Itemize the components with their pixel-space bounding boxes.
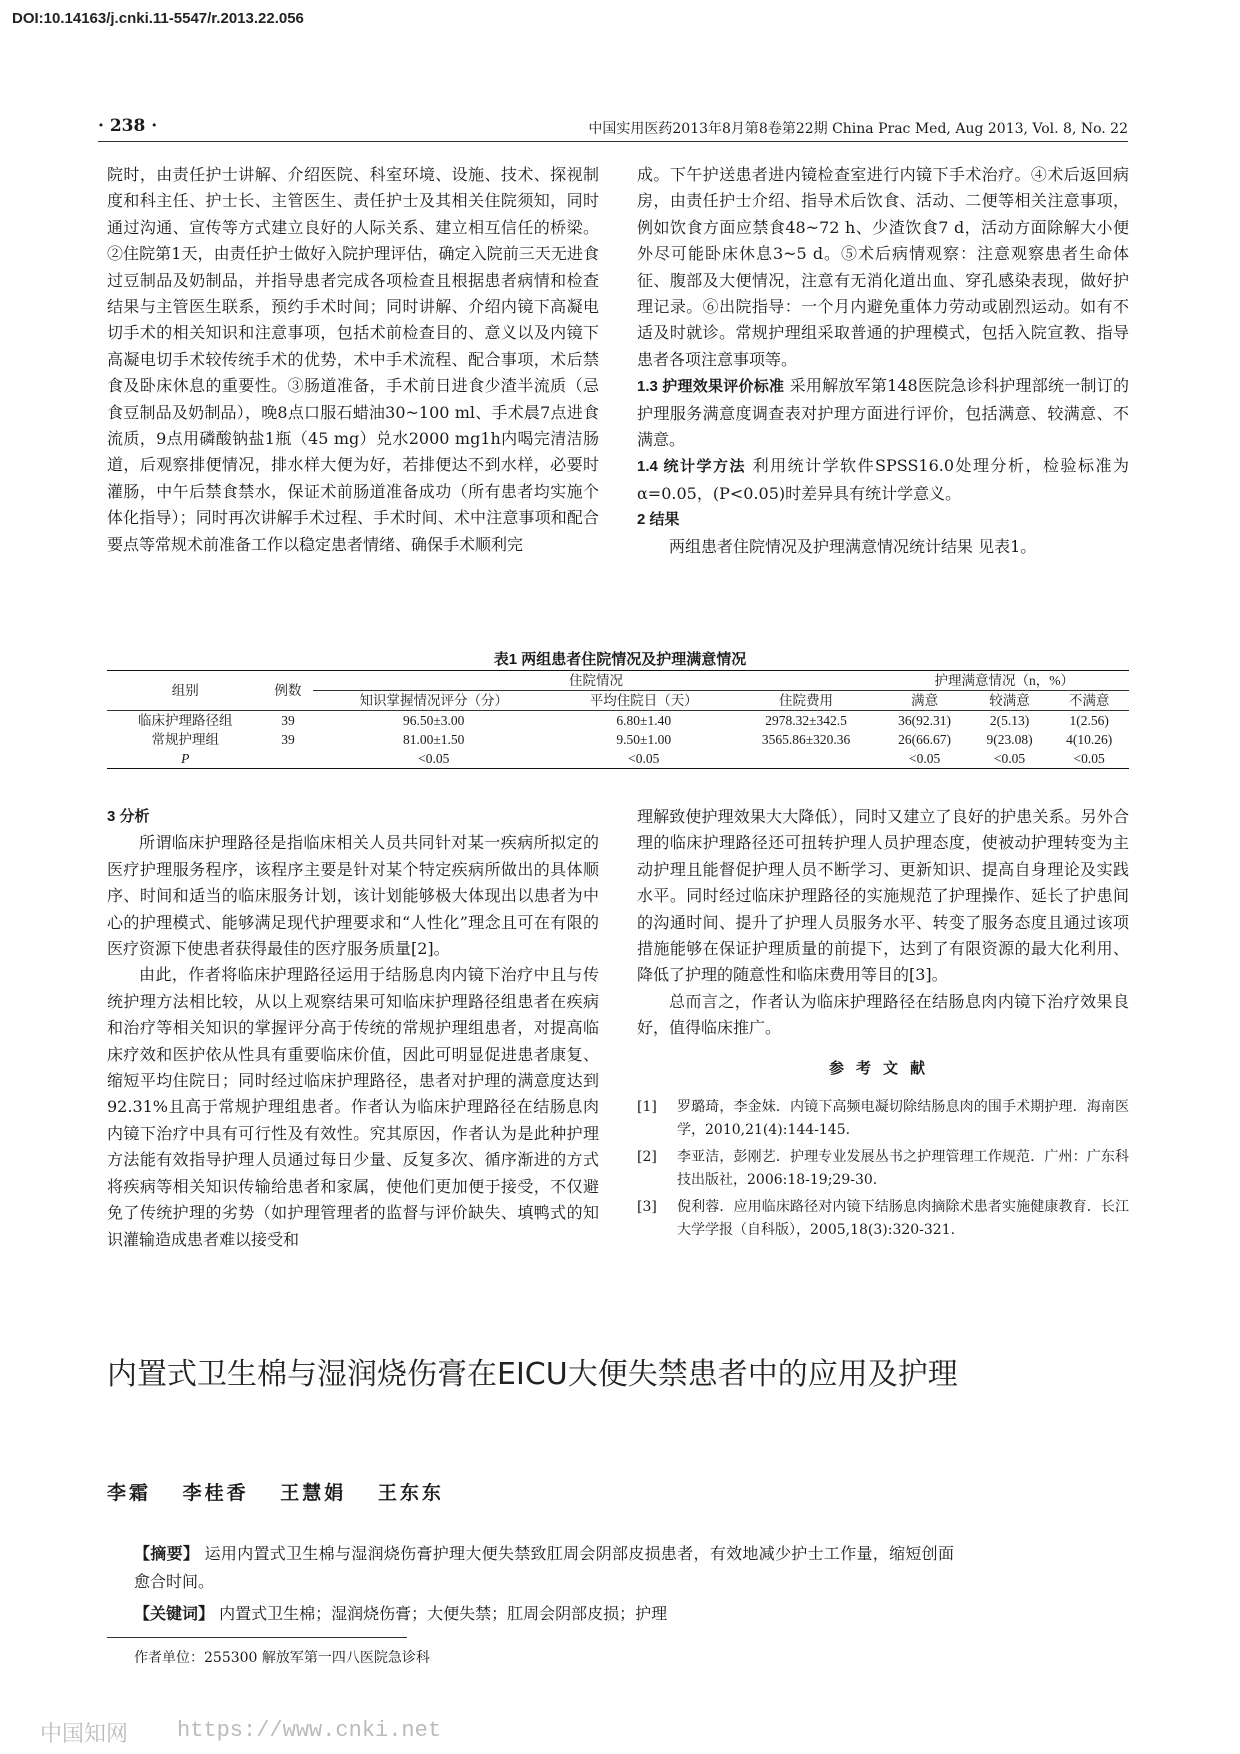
author-affiliation: 作者单位：255300 解放军第一四八医院急诊科 — [134, 1650, 430, 1666]
table-cell — [263, 749, 312, 769]
table-cell: <0.05 — [628, 751, 660, 766]
section-heading: 3 分析 — [107, 808, 150, 825]
table-cell: P — [181, 751, 190, 766]
table-cell: 1(2.56) — [1069, 713, 1109, 728]
table-cell: 39 — [281, 713, 295, 728]
cnki-logo: 中国知网 — [40, 1721, 129, 1746]
reference-number: [3] — [637, 1199, 657, 1216]
article-title: 内置式卫生棉与湿润烧伤膏在EICU大便失禁患者中的应用及护理 — [107, 1357, 958, 1392]
reference-text: 倪利蓉．应用临床路径对内镜下结肠息肉摘除术患者实施健康教育．长江大学学报（自科版），2005,18(3):320-321. — [677, 1199, 1129, 1239]
abstract-text: 运用内置式卫生棉与湿润烧伤膏护理大便失禁致肛周会阴部皮损患者，有效地减少护士工作量，缩短创面愈合时间。 — [134, 1544, 954, 1591]
col-header-knowledge: 知识掌握情况评分（分） — [359, 693, 508, 708]
table-cell: 81.00±1.50 — [403, 732, 465, 747]
col-header-satisfaction: 护理满意情况（n，%） — [879, 671, 1129, 691]
results-table — [107, 670, 1129, 769]
table-cell: 39 — [281, 732, 295, 747]
table-cell: 2(5.13) — [989, 713, 1030, 728]
section-heading: 2 结果 — [637, 511, 680, 529]
bottom-left-column — [107, 804, 599, 1253]
keywords — [134, 1600, 954, 1628]
keywords-label: 【关键词】 — [134, 1604, 215, 1623]
reference-item — [637, 1146, 1129, 1192]
table-cell: 临床护理路径组 — [137, 713, 233, 728]
col-header-satisfied: 满意 — [911, 693, 939, 708]
col-header-days: 平均住院日（天） — [589, 693, 698, 708]
table-cell: <0.05 — [1073, 751, 1105, 766]
authors: 李霜 李桂香 王慧娟 王东东 — [107, 1482, 444, 1504]
references-title: 参考文献 — [828, 1059, 937, 1077]
table-cell: <0.05 — [418, 751, 450, 766]
page-number: · 238 · — [98, 116, 158, 136]
paragraph: 总而言之，作者认为临床护理路径在结肠息肉内镜下治疗效果良好，值得临床推广。 — [637, 991, 1129, 1038]
col-header-fair: 较满意 — [989, 693, 1030, 708]
table-cell: 6.80±1.40 — [616, 713, 672, 728]
section-heading: 1.3 护理效果评价标准 — [637, 378, 785, 396]
abstract-block — [134, 1540, 954, 1628]
abstract-label: 【摘要】 — [134, 1544, 200, 1563]
table-row — [107, 730, 1129, 749]
section-1-4 — [637, 453, 1129, 507]
cnki-url[interactable]: https://www.cnki.net — [177, 1718, 442, 1743]
table-cell: 9(23.08) — [986, 732, 1033, 747]
section-body: 利用统计学软件SPSS16.0处理分析，检验标准为α=0.05，(P<0.05)时差异具有统计学意义。 — [637, 456, 1129, 503]
reference-text: 罗璐琦，李金妹．内镜下高频电凝切除结肠息肉的围手术期护理．海南医学，2010,21(4):144-145. — [677, 1099, 1129, 1139]
col-header-group: 组别 — [171, 683, 199, 698]
section-body: 采用解放军第148医院急诊科护理部统一制订的护理服务满意度调查表对护理方面进行评价，包括满意、较满意、不满意。 — [637, 376, 1129, 450]
running-header — [98, 116, 1128, 142]
keywords-text: 内置式卫生棉；湿润烧伤膏；大便失禁；肛周会阴部皮损；护理 — [219, 1604, 668, 1623]
table-row — [107, 749, 1129, 769]
col-header-unsatisfied: 不满意 — [1068, 693, 1110, 708]
table-caption: 表1 两组患者住院情况及护理满意情况 — [493, 651, 747, 668]
doi-label: DOI:10.14163/j.cnki.11-5547/r.2013.22.056 — [12, 10, 304, 27]
reference-item — [637, 1196, 1129, 1242]
table-row — [107, 711, 1129, 731]
table-cell: 常规护理组 — [151, 732, 219, 747]
table-cell: <0.05 — [993, 751, 1026, 766]
table-cell: 96.50±3.00 — [403, 713, 465, 728]
col-header-n: 例数 — [274, 683, 302, 698]
bottom-right-column — [637, 804, 1129, 1246]
table-cell: 9.50±1.00 — [616, 732, 672, 747]
paragraph: 两组患者住院情况及护理满意情况统计结果 见表1。 — [669, 536, 1037, 556]
table-cell: 4(10.26) — [1066, 732, 1113, 747]
col-header-cost: 住院费用 — [779, 693, 834, 708]
top-right-column — [637, 162, 1129, 560]
paragraph: 理解致使护理效果大大降低），同时又建立了良好的护患关系。另外合理的临床护理路径还可扭转护理人员护理态度，使被动护理转变为主动护理且能督促护理人员不断学习、更新知识、提高自身理论及实践水平。同时经过临床护理路径的实施规范了护理操作、延长了护患间的沟通时间、提升了护理人员服务水平、转变了服务态度且通过该项措施能够在保证护理质量的前提下，达到了有限资源的最大化利用、降低了护理的随意性和临床费用等目的[3]。 — [637, 807, 1129, 985]
table-cell: 3565.86±320.36 — [761, 732, 851, 747]
section-heading: 1.4 统计学方法 — [637, 458, 746, 476]
abstract — [134, 1540, 954, 1596]
reference-number: [2] — [637, 1149, 657, 1166]
section-1-3 — [637, 373, 1129, 453]
footnote-divider — [107, 1637, 407, 1638]
top-left-column — [107, 162, 599, 558]
table-cell: 36(92.31) — [898, 713, 952, 728]
reference-number: [1] — [637, 1099, 657, 1116]
table-cell — [733, 749, 880, 769]
reference-item — [637, 1096, 1129, 1142]
paragraph: 院时，由责任护士讲解、介绍医院、科室环境、设施、技术、探视制度和科主任、护士长、主管医生、责任护士及其相关住院须知，同时通过沟通、宣传等方式建立良好的人际关系、建立相互信任的桥梁。②住院第1天，由责任护士做好入院护理评估，确定入院前三天无进食过豆制品及奶制品，并指导患者完成各项检查且根据患者病情和检查结果与主管医生联系，预约手术时间；同时讲解、介绍内镜下高凝电切手术的相关知识和注意事项，包括术前检查目的、意义以及内镜下高凝电切手术较传统手术的优势，术中手术流程、配合事项，术后禁食及卧床休息的重要性。③肠道准备，手术前日进食少渣半流质（忌食豆制品及奶制品），晚8点口服石蜡油30~100 ml、手术晨7点进食流质，9点用磷酸钠盐1瓶（45 mg）兑水2000 mg1h内喝完清洁肠道，后观察排便情况，排水样大便为好，若排便达不到水样，必要时灌肠，中午后禁食禁水，保证术前肠道准备成功（所有患者均实施个体化指导）；同时再次讲解手术过程、手术时间、术中注意事项和配合要点等常规术前准备工作以稳定患者情绪、确保手术顺利完 — [107, 165, 599, 554]
paragraph: 由此，作者将临床护理路径运用于结肠息肉内镜下治疗中且与传统护理方法相比较，从以上观察结果可知临床护理路径组患者在疾病和治疗等相关知识的掌握评分高于传统的常规护理组患者，对提高临床疗效和医护依从性具有重要临床价值，因此可明显促进患者康复、缩短平均住院日；同时经过临床护理路径，患者对护理的满意度达到92.31%且高于常规护理组患者。作者认为临床护理路径在结肠息肉内镜下治疗中具有可行性及有效性。究其原因，作者认为是此种护理方法能有效指导护理人员通过每日少量、反复多次、循序渐进的方式将疾病等相关知识传输给患者和家属，使他们更加便于接受，不仅避免了传统护理的劣势（如护理管理者的监督与评价缺失、填鸭式的知识灌输造成患者难以接受和 — [107, 965, 599, 1249]
reference-text: 李亚洁，彭刚艺．护理专业发展丛书之护理管理工作规范．广州：广东科技出版社，2006:18-19;29-30. — [677, 1149, 1129, 1189]
table-cell: 26(66.67) — [898, 732, 952, 747]
paragraph: 所谓临床护理路径是指临床相关人员共同针对某一疾病所拟定的医疗护理服务程序，该程序主要是针对某个特定疾病所做出的具体顺序、时间和适当的临床服务计划，该计划能够极大体现出以患者为中心的护理模式、能够满足现代护理要求和“人性化”理念且可在有限的医疗资源下使患者获得最佳的医疗服务质量[2]。 — [107, 833, 599, 959]
col-header-hospital: 住院情况 — [313, 671, 880, 691]
journal-info: 中国实用医药2013年8月第8卷第22期 China Prac Med, Aug 2013, Vol. 8, No. 22 — [588, 121, 1128, 137]
table-cell: 2978.32±342.5 — [765, 713, 847, 728]
table-cell: <0.05 — [908, 751, 941, 766]
paragraph: 成。下午护送患者进内镜检查室进行内镜下手术治疗。④术后返回病房，由责任护士介绍、指导术后饮食、活动、二便等相关注意事项，例如饮食方面应禁食48~72 h、少渣饮食7 d，活动方面除解大小便外尽可能卧床休息3~5 d。⑤术后病情观察：注意观察患者生命体征、腹部及大便情况，注意有无消化道出血、穿孔感染表现，做好护理记录。⑥出院指导：一个月内避免重体力劳动或剧烈运动。如有不适及时就诊。常规护理组采取普通的护理模式，包括入院宣教、指导患者各项注意事项等。 — [637, 165, 1129, 369]
